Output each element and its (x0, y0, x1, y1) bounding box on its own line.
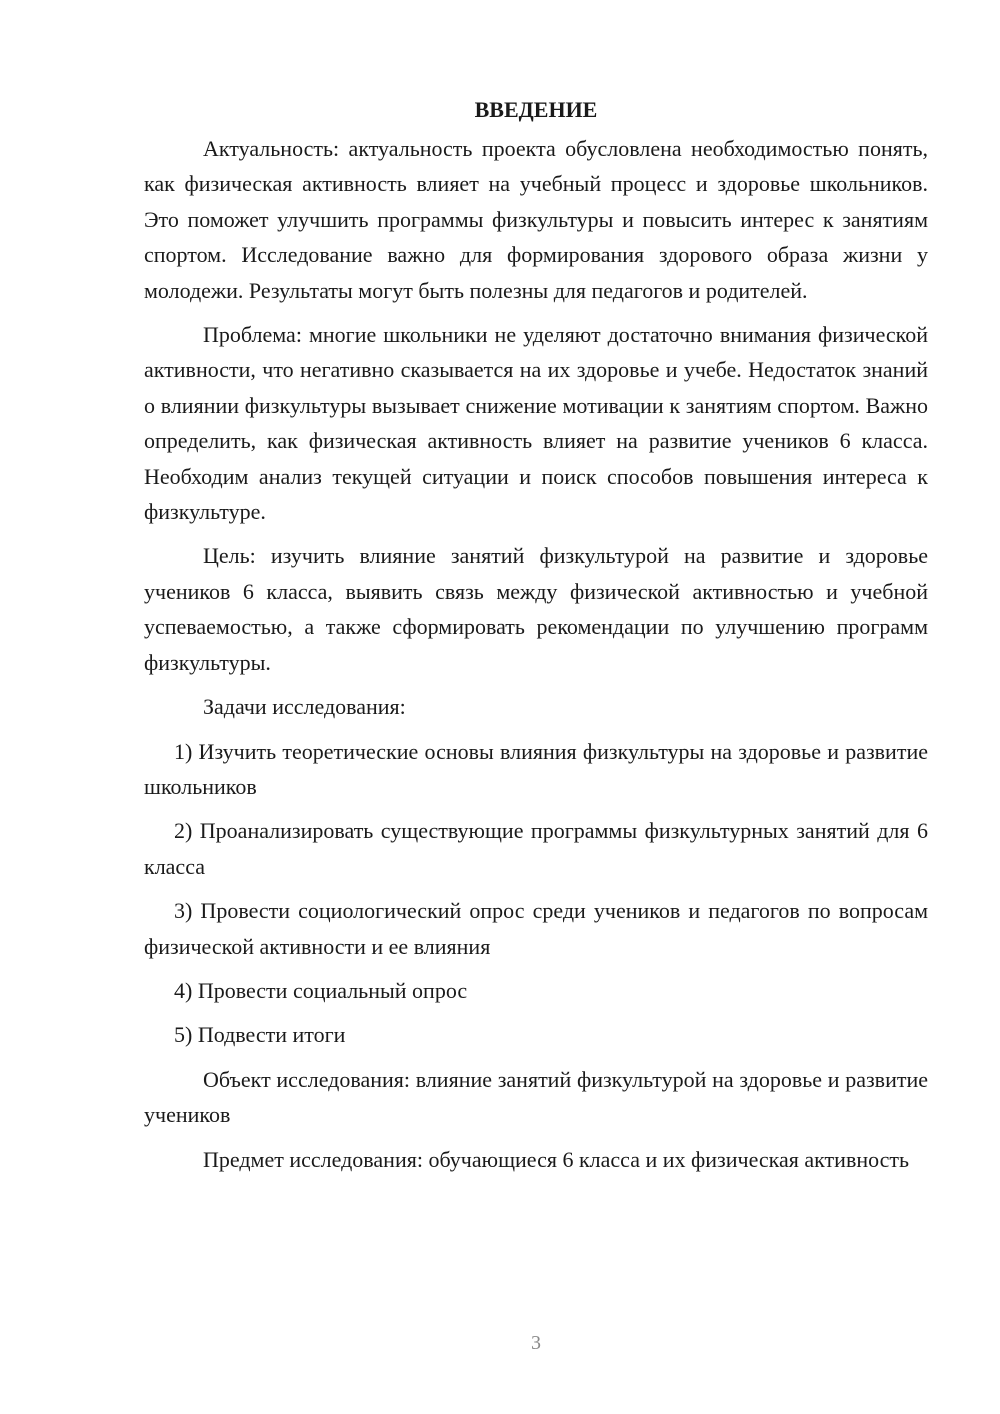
subject-paragraph: Предмет исследования: обучающиеся 6 класса и их физическая активность (203, 1146, 910, 1172)
task-item-3: 3) Провести социологический опрос среди учеников и педагогов по вопросам физической активности и ее влияния (144, 898, 928, 959)
task-item-5: 5) Подвести итоги (174, 1022, 346, 1048)
document-page (144, 92, 928, 1186)
tasks-heading: Задачи исследования: (203, 694, 406, 720)
relevance-paragraph: Актуальность: актуальность проекта обусловлена необходимостью понять, как физическая активность влияет на учебный процесс и здоровье школьников. Это поможет улучшить программы физкультуры и повысить интерес к занятиям спортом. Исследование важно для формирования здорового образа жизни у молодежи. Результаты могут быть полезны для педагогов и родителей. (144, 136, 928, 303)
goal-paragraph: Цель: изучить влияние занятий физкультурой на развитие и здоровье учеников 6 класса, выявить связь между физической активностью и учебной успеваемостью, а также сформировать рекомендации по улучшению программ физкультуры. (144, 543, 928, 675)
object-paragraph: Объект исследования: влияние занятий физкультурой на здоровье и развитие учеников (144, 1066, 928, 1128)
task-item-1: 1) Изучить теоретические основы влияния физкультуры на здоровье и развитие школьников (144, 738, 928, 799)
problem-paragraph: Проблема: многие школьники не уделяют достаточно внимания физической активности, что негативно сказывается на их здоровье и учебе. Недостаток знаний о влиянии физкультуры вызывает снижение мотивации к занятиям спортом. Важно определить, как физическая активность влияет на развитие учеников 6 класса. Необходим анализ текущей ситуации и поиск способов повышения интереса к физкультуре. (144, 322, 928, 525)
section-title: ВВЕДЕНИЕ (474, 97, 598, 122)
task-item-4: 4) Провести социальный опрос (174, 977, 468, 1003)
page-number: 3 (531, 1332, 541, 1354)
task-item-2: 2) Проанализировать существующие программы физкультурных занятий для 6 класса (144, 818, 928, 879)
